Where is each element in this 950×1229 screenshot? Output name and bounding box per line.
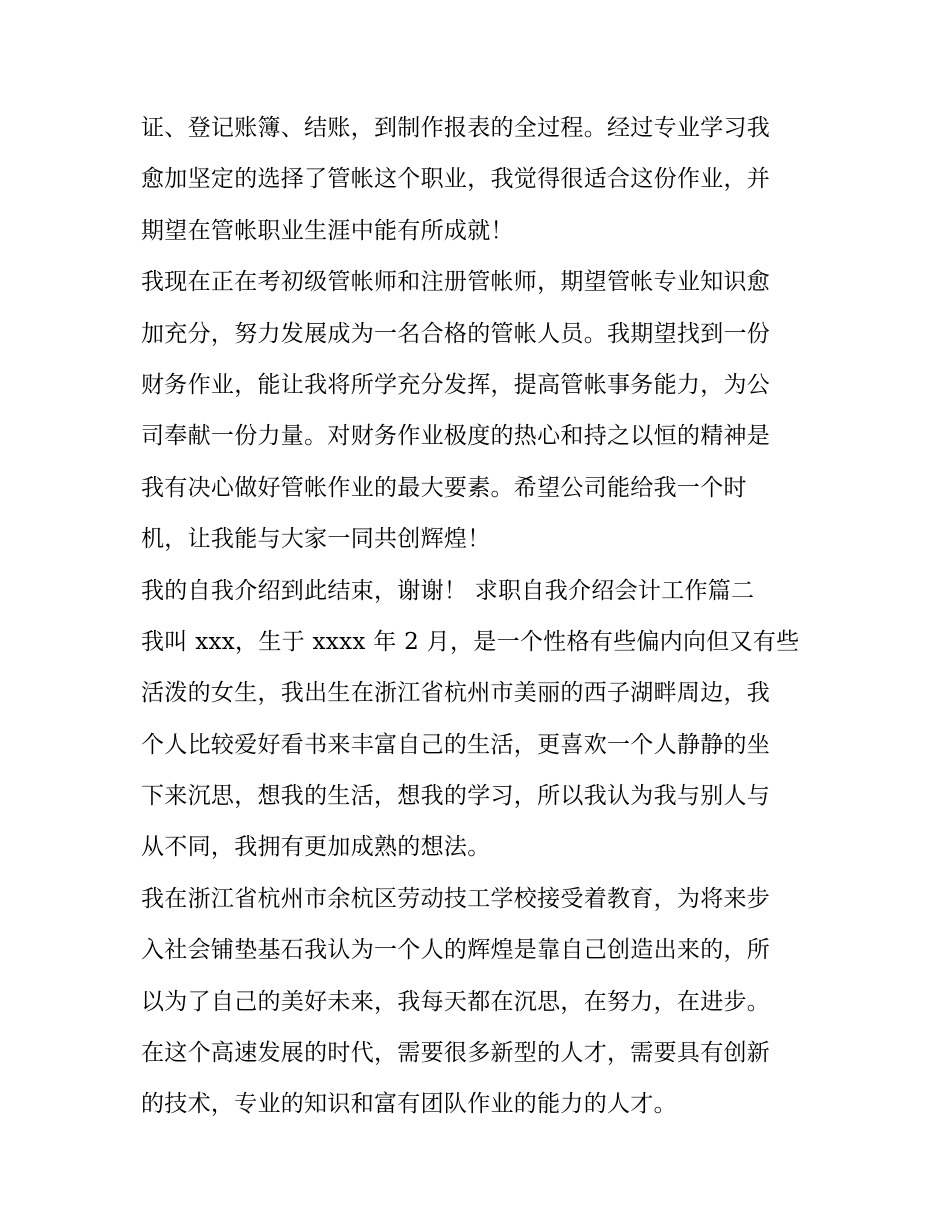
text-line: 个人比较爱好看书来丰富自己的生活，更喜欢一个人静静的坐 xyxy=(141,731,771,758)
text-line: 的技术，专业的知识和富有团队作业的能力的人才。 xyxy=(141,1091,677,1118)
body-text xyxy=(141,103,821,1131)
text-line: 证、登记账簿、结账，到制作报表的全过程。经过专业学习我 xyxy=(141,115,771,141)
text-line: 我有决心做好管帐作业的最大要素。希望公司能给我一个时 xyxy=(141,474,747,501)
text-line: 下来沉思，想我的生活，想我的学习，所以我认为我与别人与 xyxy=(141,783,771,810)
text-line: 我现在正在考初级管帐师和注册管帐师，期望管帐专业知识愈 xyxy=(141,269,771,296)
text-line: 期望在管帐职业生涯中能有所成就！ xyxy=(141,217,514,244)
text-line: 我叫 xxx，生于 xxxx 年 2 月，是一个性格有些偏内向但又有些 xyxy=(141,628,800,655)
text-line: 活泼的女生，我出生在浙江省杭州市美丽的西子湖畔周边，我 xyxy=(141,680,771,707)
text-line: 加充分，努力发展成为一名合格的管帐人员。我期望找到一份 xyxy=(141,320,771,347)
text-line: 入社会铺垫基石我认为一个人的辉煌是靠自己创造出来的，所 xyxy=(141,937,771,964)
text-line: 我在浙江省杭州市余杭区劳动技工学校接受着教育，为将来步 xyxy=(141,885,771,912)
text-line: 愈加坚定的选择了管帐这个职业，我觉得很适合这份作业，并 xyxy=(141,166,771,193)
text-line: 机，让我能与大家一同共创辉煌！ xyxy=(141,526,491,553)
text-line: 财务作业，能让我将所学充分发挥，提高管帐事务能力，为公 xyxy=(141,371,771,398)
text-line: 在这个高速发展的时代，需要很多新型的人才，需要具有创新 xyxy=(141,1040,771,1067)
text-line: 司奉献一份力量。对财务作业极度的热心和持之以恒的精神是 xyxy=(141,423,771,450)
text-line: 我的自我介绍到此结束，谢谢！ 求职自我介绍会计工作篇二 xyxy=(141,577,755,604)
text-line: 以为了自己的美好未来，我每天都在沉思，在努力，在进步。 xyxy=(141,988,771,1015)
text-line: 从不同，我拥有更加成熟的想法。 xyxy=(141,834,491,861)
